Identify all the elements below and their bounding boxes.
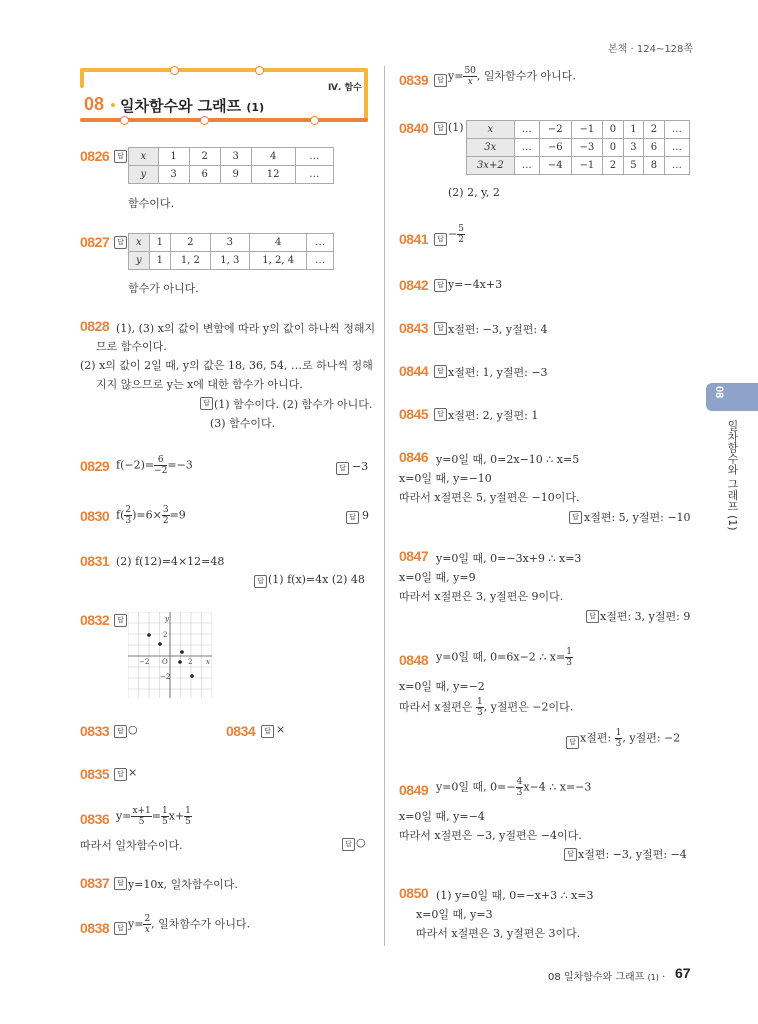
- answer-text: ×: [276, 723, 286, 736]
- problem-number: 0840: [399, 120, 429, 136]
- solution-line: 따라서 x절편은 3, y절편은 9이다.: [399, 590, 564, 603]
- answer-text: y=10x, 일차함수이다.: [128, 878, 238, 891]
- problem-number: 0849: [399, 782, 429, 798]
- answer-icon: 답: [434, 279, 447, 292]
- chapter-tab-label: 일차함수와 그래프 (1): [726, 420, 739, 531]
- chapter-tab-number: 08: [713, 386, 725, 399]
- table-cell: 2: [644, 121, 664, 139]
- section-dot: [111, 103, 115, 107]
- answer-icon: 답: [114, 922, 127, 935]
- problem-number: 0850: [399, 885, 429, 901]
- table-cell: 1: [149, 234, 171, 252]
- table-cell: 2: [171, 234, 210, 252]
- coordinate-plane: [128, 612, 212, 698]
- table-cell: 0: [603, 139, 623, 157]
- answer-text: x절편: 3, y절편: 9: [600, 610, 691, 623]
- table-cell: −1: [571, 121, 603, 139]
- solution-line: (1) y=0일 때, 0=−x+3 ∴ x=3: [436, 889, 594, 902]
- table-cell: 3: [210, 234, 249, 252]
- solution-line: 지지 않으므로 y는 x에 대한 함수가 아니다.: [96, 378, 303, 391]
- table-cell: y: [129, 252, 150, 270]
- table-cell: 1: [149, 252, 171, 270]
- problem-number: 0842: [399, 277, 429, 293]
- problem-number: 0846: [399, 449, 429, 465]
- answer-text: 함수이다.: [128, 197, 175, 210]
- problem-number: 0847: [399, 548, 429, 564]
- answer-text: x절편: $\frac{1}{3}$ , y절편: −2: [580, 728, 681, 749]
- solution-line: (2) x의 값이 2일 때, y의 값은 18, 36, 54, …로 하나씩 정해: [80, 359, 373, 372]
- solution-line: y=0일 때, 0=− $\frac{4}{3}$ x−4 ∴ x=−3: [436, 777, 592, 798]
- answer-icon: 답: [566, 736, 579, 749]
- problem-number: 0832: [80, 612, 110, 628]
- table-cell: 3: [623, 139, 643, 157]
- answer-icon: 답: [261, 725, 274, 738]
- chapter-label: Ⅳ. 함수: [328, 83, 362, 93]
- problem-number: 0827: [80, 234, 110, 250]
- table-cell: 1, 3: [210, 252, 249, 270]
- problem-number: 0831: [80, 553, 110, 569]
- section-number: 08: [84, 94, 105, 114]
- problem-number: 0838: [80, 920, 110, 936]
- page-reference: 본책 · 124~128쪽: [608, 44, 694, 55]
- table-cell: −3: [571, 139, 603, 157]
- value-table: [466, 120, 690, 175]
- table-cell: …: [514, 121, 539, 139]
- solution-line: x=0일 때, y=−4: [399, 810, 485, 823]
- page-number: 67: [675, 965, 691, 981]
- table-cell: 1, 2: [171, 252, 210, 270]
- problem-number: 0845: [399, 406, 429, 422]
- answer-text: y= $\frac{50}{x}$ , 일차함수가 아니다.: [448, 66, 576, 87]
- problem-number: 0839: [399, 72, 429, 88]
- table-cell: 3x+2: [467, 157, 515, 175]
- answer-icon: 답: [114, 150, 127, 163]
- part-label: (1): [448, 121, 464, 134]
- answer-icon: 답: [342, 838, 355, 851]
- tick-label: −2: [160, 673, 171, 681]
- solution-line: x=0일 때, y=3: [416, 908, 493, 921]
- solution-line: (2) f(12)=4×12=48: [116, 555, 225, 568]
- point: [178, 660, 182, 664]
- origin-label: O: [162, 658, 168, 666]
- table-cell: …: [514, 157, 539, 175]
- answer-text: x절편: 2, y절편: 1: [448, 409, 539, 422]
- table-cell: …: [514, 139, 539, 157]
- answer-icon: 답: [434, 233, 447, 246]
- table-cell: …: [307, 252, 334, 270]
- solution-line: 따라서 일차함수이다.: [80, 839, 183, 852]
- table-cell: x: [129, 234, 150, 252]
- point: [190, 674, 194, 678]
- answer-text: ○: [356, 836, 366, 849]
- table-cell: …: [295, 166, 333, 184]
- answer-text: −3: [352, 460, 369, 473]
- solution-line: x=0일 때, y=9: [399, 571, 476, 584]
- footer-title: 08 일차함수와 그래프 (1) ·: [548, 972, 666, 983]
- table-cell: 0: [603, 121, 623, 139]
- answer-text: 함수가 아니다.: [128, 282, 199, 295]
- problem-number: 0841: [399, 231, 429, 247]
- answer-icon: 답: [346, 511, 359, 524]
- solution-line: x=0일 때, y=−10: [399, 472, 492, 485]
- table-cell: −4: [539, 157, 571, 175]
- problem-number: 0843: [399, 320, 429, 336]
- table-cell: y: [129, 166, 159, 184]
- answer-text: 9: [362, 509, 369, 522]
- solution-line: 따라서 x절편은 −3, y절편은 −4이다.: [399, 829, 582, 842]
- answer-icon: 답: [564, 848, 577, 861]
- problem-number: 0848: [399, 652, 429, 668]
- table-cell: −1: [571, 157, 603, 175]
- problem-number: 0836: [80, 811, 110, 827]
- solution-line: y=0일 때, 0=−3x+9 ∴ x=3: [436, 552, 582, 565]
- problem-number: 0837: [80, 875, 110, 891]
- table-cell: x: [467, 121, 515, 139]
- table-cell: 2: [603, 157, 623, 175]
- answer-text: ×: [128, 766, 138, 779]
- problem-number: 0829: [80, 458, 110, 474]
- problem-number: 0828: [80, 318, 110, 334]
- answer-text: x절편: −3, y절편: 4: [448, 323, 548, 336]
- solution-line: y=0일 때, 0=6x−2 ∴ x= $\frac{1}{3}$: [436, 647, 572, 668]
- table-cell: 6: [644, 139, 664, 157]
- solution-line: f( $\frac{2}{3}$ )=6× $\frac{3}{2}$ =9: [116, 505, 186, 526]
- solution-line: (1), (3) x의 값이 변함에 따라 y의 값이 하나씩 정해지: [116, 322, 376, 335]
- solution-line: y=0일 때, 0=2x−10 ∴ x=5: [436, 453, 580, 466]
- answer-icon: 답: [254, 575, 267, 588]
- table-cell: …: [295, 148, 333, 166]
- answer-text: x절편: 1, y절편: −3: [448, 366, 548, 379]
- answer-icon: 답: [336, 462, 349, 475]
- answer-icon: 답: [114, 768, 127, 781]
- tick-label: −2: [139, 658, 150, 666]
- answer-icon: 답: [200, 397, 213, 410]
- solution-line: f(−2)= $\frac{6}{-2}$ =−3: [116, 455, 193, 476]
- answer-text: y=−4x+3: [448, 278, 503, 291]
- table-cell: 4: [250, 234, 307, 252]
- table-cell: 9: [220, 166, 251, 184]
- answer-text: (3) 함수이다.: [210, 417, 276, 430]
- problem-number: 0833: [80, 723, 110, 739]
- answer-icon: 답: [434, 408, 447, 421]
- answer-icon: 답: [434, 322, 447, 335]
- answer-text: y= $\frac{2}{x}$ , 일차함수가 아니다.: [128, 914, 251, 935]
- table-cell: …: [664, 121, 689, 139]
- table-cell: x: [129, 148, 159, 166]
- answer-icon: 답: [434, 365, 447, 378]
- solution-line: 따라서 x절편은 $\frac{1}{3}$ , y절편은 −2이다.: [399, 697, 574, 718]
- answer-text: x절편: 5, y절편: −10: [584, 511, 691, 524]
- table-cell: 1: [158, 148, 189, 166]
- answer-text: (1) f(x)=4x (2) 48: [268, 573, 365, 586]
- axis-label: y: [165, 615, 169, 623]
- problem-number: 0835: [80, 766, 110, 782]
- solution-line: 따라서 x절편은 5, y절편은 −10이다.: [399, 491, 580, 504]
- value-table: [128, 233, 334, 270]
- table-cell: 12: [251, 166, 295, 184]
- problem-number: 0826: [80, 148, 110, 164]
- table-cell: 3: [220, 148, 251, 166]
- problem-number: 0830: [80, 508, 110, 524]
- table-cell: 3x: [467, 139, 515, 157]
- tick-label: 2: [188, 658, 193, 666]
- table-cell: 1, 2, 4: [250, 252, 307, 270]
- value-table: [128, 147, 334, 184]
- table-cell: 8: [644, 157, 664, 175]
- answer-icon: 답: [586, 610, 599, 623]
- problem-number: 0834: [226, 723, 256, 739]
- point: [147, 633, 151, 637]
- answer-text: x절편: −3, y절편: −4: [578, 848, 687, 861]
- axis-label: x: [206, 658, 210, 666]
- table-cell: −2: [539, 121, 571, 139]
- solution-line: 므로 함수이다.: [96, 340, 167, 353]
- answer-icon: 답: [434, 122, 447, 135]
- answer-text: ○: [128, 723, 138, 736]
- answer-icon: 답: [569, 511, 582, 524]
- table-cell: 1: [623, 121, 643, 139]
- problem-number: 0844: [399, 363, 429, 379]
- section-title: 일차함수와 그래프 (1): [120, 97, 265, 115]
- table-cell: 6: [189, 166, 220, 184]
- table-cell: …: [307, 234, 334, 252]
- tick-label: 2: [163, 631, 168, 639]
- table-cell: …: [664, 157, 689, 175]
- answer-icon: 답: [114, 725, 127, 738]
- answer-text: (2) 2, y, 2: [448, 186, 500, 199]
- answer-icon: 답: [434, 74, 447, 87]
- table-cell: 2: [189, 148, 220, 166]
- table-cell: …: [664, 139, 689, 157]
- solution-line: y= $\frac{x+1}{5}$ = $\frac{1}{5}$ x+ $\frac{1}{5}$: [116, 806, 191, 827]
- table-cell: 4: [251, 148, 295, 166]
- answer-icon: 답: [114, 614, 127, 627]
- solution-line: 따라서 x절편은 3, y절편은 3이다.: [416, 927, 581, 940]
- table-cell: 5: [623, 157, 643, 175]
- point: [180, 650, 184, 654]
- point: [158, 642, 162, 646]
- solution-line: x=0일 때, y=−2: [399, 680, 485, 693]
- column-divider: [384, 66, 385, 946]
- answer-text: (1) 함수이다. (2) 함수가 아니다.: [214, 398, 373, 411]
- table-cell: 3: [158, 166, 189, 184]
- table-cell: −6: [539, 139, 571, 157]
- answer-icon: 답: [114, 236, 127, 249]
- answer-text: − $\frac{5}{2}$: [448, 224, 464, 245]
- answer-icon: 답: [114, 877, 127, 890]
